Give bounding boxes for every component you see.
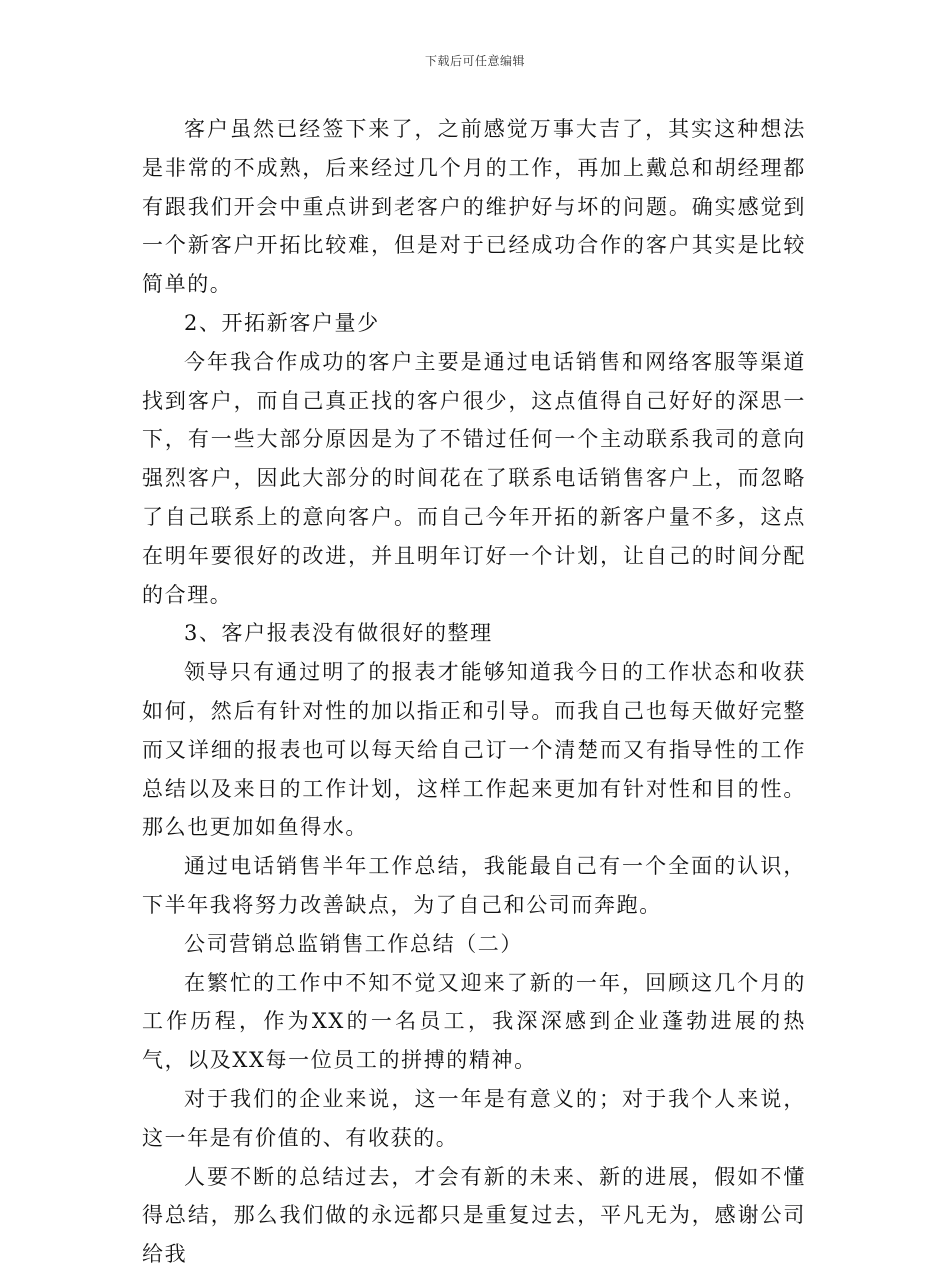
section-heading: 2、开拓新客户量少 — [184, 310, 380, 335]
document-body — [142, 110, 806, 1274]
page-header-note: 下载后可任意编辑 — [424, 54, 525, 68]
paragraph: 对于我们的企业来说，这一年是有意义的；对于我个人来说，这一年是有价值的、有收获的。 — [142, 1086, 806, 1150]
paragraph: 客户虽然已经签下来了，之前感觉万事大吉了，其实这种想法是非常的不成熟，后来经过几个月的工作，再加上戴总和胡经理都有跟我们开会中重点讲到老客户的维护好与坏的问题。确实感觉到一个新客户开拓比较难，但是对于已经成功合作的客户其实是比较简单的。 — [142, 117, 806, 297]
section-title: 公司营销总监销售工作总结（二） — [184, 931, 523, 956]
paragraph: 通过电话销售半年工作总结，我能最自己有一个全面的认识，下半年我将努力改善缺点，为了自己和公司而奔跑。 — [142, 854, 806, 917]
paragraph: 人要不断的总结过去，才会有新的未来、新的进展，假如不懂得总结，那么我们做的永远都只是重复过去，平凡无为，感谢公司给我 — [142, 1164, 806, 1267]
paragraph: 今年我合作成功的客户主要是通过电话销售和网络客服等渠道找到客户，而自己真正找的客户很少，这点值得自己好好的深思一下，有一些大部分原因是为了不错过任何一个主动联系我司的意向强烈客户，因此大部分的时间花在了联系电话销售客户上，而忽略了自己联系上的意向客户。而自己今年开拓的新客户量不多，这点在明年要很好的改进，并且明年订好一个计划，让自己的时间分配的合理。 — [142, 349, 806, 607]
paragraph: 领导只有通过明了的报表才能够知道我今日的工作状态和收获如何，然后有针对性的加以指正和引导。而我自己也每天做好完整而又详细的报表也可以每天给自己订一个清楚而又有指导性的工作总结以及来日的工作计划，这样工作起来更加有针对性和目的性。那么也更加如鱼得水。 — [142, 660, 806, 840]
section-heading: 3、客户报表没有做很好的整理 — [184, 621, 493, 646]
paragraph: 在繁忙的工作中不知不觉又迎来了新的一年，回顾这几个月的工作历程，作为XX的一名员工，我深深感到企业蓬勃进展的热气，以及XX每一位员工的拼搏的精神。 — [142, 970, 806, 1073]
